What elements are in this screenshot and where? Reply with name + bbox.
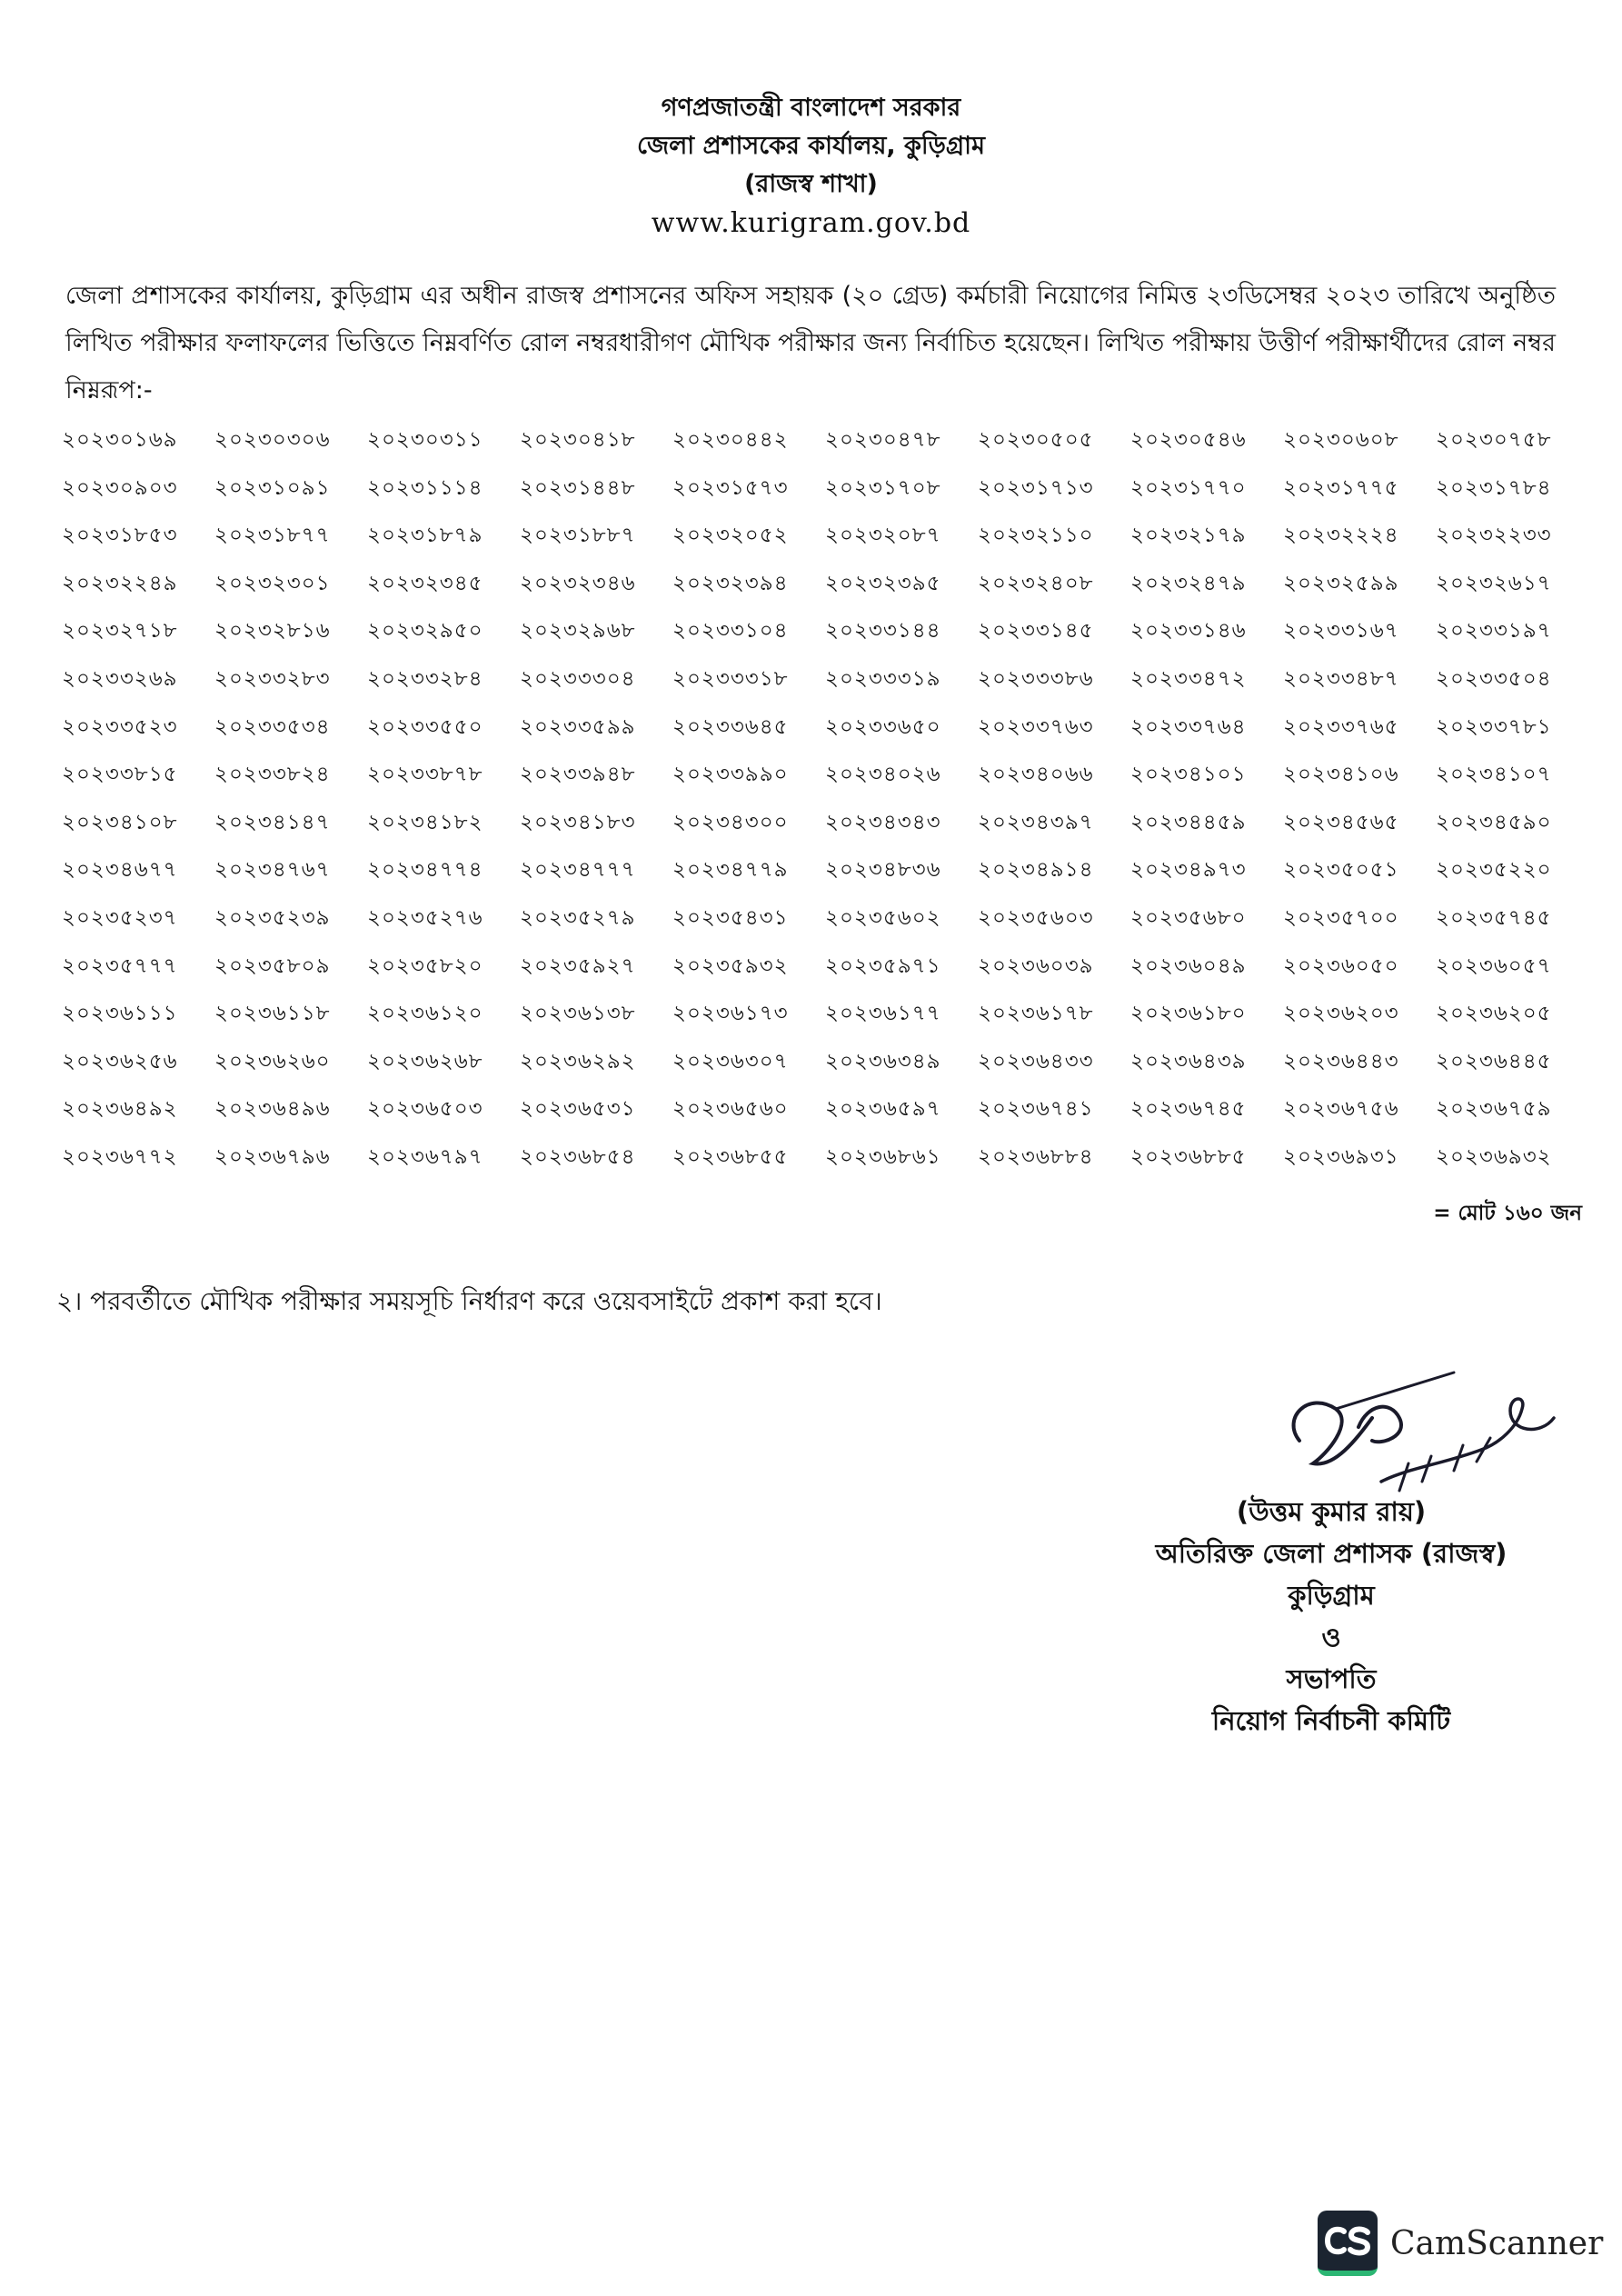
roll-number-cell: ২০২৩০৫০৫ xyxy=(978,428,1094,452)
roll-number-cell: ২০২৩১৭১৩ xyxy=(978,475,1094,500)
roll-number-cell: ২০২৩৬২৯২ xyxy=(520,1049,636,1073)
roll-number-cell: ২০২৩৫৯২৭ xyxy=(520,953,636,978)
roll-number-cell: ২০২৩৩৭৬৫ xyxy=(1283,714,1399,739)
roll-number-cell: ২০২৩৫৬০৩ xyxy=(978,905,1094,930)
roll-number-cell: ২০২৩৪৫৯০ xyxy=(1436,810,1552,834)
roll-number-cell: ২০২৩৬০৫৭ xyxy=(1436,953,1552,978)
roll-number-cell: ২০২৩৪৩৪৩ xyxy=(825,810,941,834)
roll-number-cell: ২০২৩৫২৭৯ xyxy=(520,905,636,930)
roll-number-cell: ২০২৩৬১১৮ xyxy=(214,1002,331,1026)
roll-number-cell: ২০২৩০৪৭৮ xyxy=(825,428,941,452)
roll-number-cell: ২০২৩৪৩০০ xyxy=(672,810,789,834)
roll-number-cell: ২০২৩৫৯৩২ xyxy=(672,953,789,978)
roll-number-cell: ২০২৩৩১৯৭ xyxy=(1436,619,1552,644)
roll-number-cell: ২০২৩৪০৬৬ xyxy=(978,763,1094,787)
roll-number-cell: ২০২৩৩৬৫০ xyxy=(825,714,941,739)
roll-number-cell: ২০২৩১১১৪ xyxy=(367,475,483,500)
roll-number-cell: ২০২৩৪১০৬ xyxy=(1283,763,1399,787)
roll-number-cell: ২০২৩৪১৮২ xyxy=(367,810,483,834)
roll-number-cell: ২০২৩৬৭৪৫ xyxy=(1130,1097,1247,1122)
roll-number-cell: ২০২৩৫২২০ xyxy=(1436,858,1552,883)
roll-number-cell: ২০২৩৬৭৪১ xyxy=(978,1097,1094,1122)
roll-number-cell: ২০২৩৩৫২৩ xyxy=(62,714,178,739)
roll-number-cell: ২০২৩৫২৩৯ xyxy=(214,905,331,930)
cs-logo-glyph xyxy=(1322,2222,1373,2259)
roll-number-cell: ২০২৩২৪০৮ xyxy=(978,571,1094,595)
roll-number-cell: ২০২৩৪৮৩৬ xyxy=(825,858,941,883)
schedule-note: ২। পরবর্তীতে মৌখিক পরীক্ষার সময়সূচি নির্ধারণ করে ওয়েবসাইটে প্রকাশ করা হবে। xyxy=(56,1286,882,1316)
roll-number-cell: ২০২৩৩৯৪৮ xyxy=(520,763,636,787)
roll-number-cell: ২০২৩০১৬৯ xyxy=(62,428,178,452)
government-title: গণপ্রজাতন্ত্রী বাংলাদেশ সরকার xyxy=(661,94,961,122)
roll-number-cell: ২০২৩৬৯৩১ xyxy=(1283,1144,1399,1169)
roll-number-cell: ২০২৩৫২৭৬ xyxy=(367,905,483,930)
roll-number-cell: ২০২৩০৬০৮ xyxy=(1283,428,1399,452)
roll-number-cell: ২০২৩৩৩০৪ xyxy=(520,666,636,691)
roll-number-cell: ২০২৩৩১৪৪ xyxy=(825,619,941,644)
roll-number-cell: ২০২৩০৪১৮ xyxy=(520,428,636,452)
roll-number-cell: ২০২৩০৯০৩ xyxy=(62,475,178,500)
roll-number-cell: ২০২৩৪১০৭ xyxy=(1436,763,1552,787)
roll-number-cell: ২০২৩৬৭৯৭ xyxy=(367,1144,483,1169)
office-name: জেলা প্রশাসকের কার্যালয়, কুড়িগ্রাম xyxy=(637,132,985,160)
letterhead xyxy=(0,89,1622,244)
roll-number-cell: ২০২৩৩৭৬৪ xyxy=(1130,714,1247,739)
roll-number-cell: ২০২৩২২৪৯ xyxy=(62,571,178,595)
roll-number-cell: ২০২৩৬২০৫ xyxy=(1436,1002,1552,1026)
roll-number-cell: ২০২৩১৭৮৪ xyxy=(1436,475,1552,500)
roll-number-cell: ২০২৩২৫৯৯ xyxy=(1283,571,1399,595)
notice-intro-paragraph: জেলা প্রশাসকের কার্যালয়, কুড়িগ্রাম এর অধীন রাজস্ব প্রশাসনের অফিস সহায়ক (২০ গ্রেড) কর্মচারী নিয়োগের নিমিত্ত ২৩ডিসেম্বর ২০২৩ তারিখে অনুষ্ঠিত লিখিত পরীক্ষার ফলাফলের ভিত্তিতে নিম্নবর্ণিত রোল নম্বরধারীগণ মৌখিক পরীক্ষার জন্য নির্বাচিত হয়েছেন। লিখিত পরীক্ষায় উত্তীর্ণ পরীক্ষার্থীদের রোল নম্বর নিম্নরূপ:- xyxy=(65,282,1556,404)
roll-number-cell: ২০২৩৪৩৯৭ xyxy=(978,810,1094,834)
roll-number-cell: ২০২৩০৩১১ xyxy=(367,428,483,452)
branch-name: (রাজস্ব শাখা) xyxy=(744,170,878,198)
roll-number-cell: ২০২৩৫৭৪৫ xyxy=(1436,905,1552,930)
roll-number-cell: ২০২৩৬১২০ xyxy=(367,1002,483,1026)
roll-number-cell: ২০২৩৪৭৭৯ xyxy=(672,858,789,883)
roll-number-cell: ২০২৩২১৭৯ xyxy=(1130,524,1247,548)
signatory-committee: নিয়োগ নির্বাচনী কমিটি xyxy=(1211,1705,1451,1736)
roll-number-cell: ২০২৩৬০৪৯ xyxy=(1130,953,1247,978)
roll-number-cell: ২০২৩৪১৮৩ xyxy=(520,810,636,834)
roll-number-cell: ২০২৩২৮১৬ xyxy=(214,619,331,644)
roll-number-cell: ২০২৩৪৭৭৭ xyxy=(520,858,636,883)
roll-number-cell: ২০২৩২০৮৭ xyxy=(825,524,941,548)
roll-number-cell: ২০২৩৬৪৪৫ xyxy=(1436,1049,1552,1073)
roll-number-cell: ২০২৩৩২৮৩ xyxy=(214,666,331,691)
roll-number-cell: ২০২৩৩৩৮৬ xyxy=(978,666,1094,691)
roll-number-cell: ২০২৩৩৯৯০ xyxy=(672,763,789,787)
roll-number-cell: ২০২৩৩১৬৭ xyxy=(1283,619,1399,644)
roll-number-cell: ২০২৩২২২৪ xyxy=(1283,524,1399,548)
roll-number-cell: ২০২৩৬০৩৯ xyxy=(978,953,1094,978)
signatory-name: (উত্তম কুমার রায়) xyxy=(1236,1496,1427,1527)
roll-number-cell: ২০২৩৪১০৮ xyxy=(62,810,178,834)
roll-number-cell: ২০২৩১৮৭৯ xyxy=(367,524,483,548)
roll-number-cell: ২০২৩৬৭৯৬ xyxy=(214,1144,331,1169)
signatory-designation: অতিরিক্ত জেলা প্রশাসক (রাজস্ব) xyxy=(1155,1538,1508,1569)
signatory-block xyxy=(1127,1491,1536,1742)
roll-number-cell: ২০২৩৩২৬৯ xyxy=(62,666,178,691)
roll-number-cell: ২০২৩১০৯১ xyxy=(214,475,331,500)
roll-number-cell: ২০২৩০৫৪৬ xyxy=(1130,428,1247,452)
roll-number-cell: ২০২৩৪৬৭৭ xyxy=(62,858,178,883)
total-count: = মোট ১৬০ জন xyxy=(1433,1202,1582,1225)
roll-number-cell: ২০২৩২৯৫০ xyxy=(367,619,483,644)
roll-number-cell: ২০২৩৩৪৭২ xyxy=(1130,666,1247,691)
roll-number-cell: ২০২৩৫৬৮০ xyxy=(1130,905,1247,930)
roll-number-cell: ২০২৩৩১০৪ xyxy=(672,619,789,644)
roll-number-cell: ২০২৩৬৪৩৩ xyxy=(978,1049,1094,1073)
roll-number-cell: ২০২৩৩৮৭৮ xyxy=(367,763,483,787)
roll-number-cell: ২০২৩৬২৬০ xyxy=(214,1049,331,1073)
roll-number-cell: ২০২৩২০৫২ xyxy=(672,524,789,548)
camscanner-name: CamScanner xyxy=(1390,2224,1604,2262)
roll-number-cell: ২০২৩৩৫৯৯ xyxy=(520,714,636,739)
roll-number-cell: ২০২৩৪৪৫৯ xyxy=(1130,810,1247,834)
signatory-role: সভাপতি xyxy=(1286,1663,1377,1694)
roll-number-cell: ২০২৩৬৫০৩ xyxy=(367,1097,483,1122)
roll-number-cell: ২০২৩৫৮২০ xyxy=(367,953,483,978)
camscanner-watermark xyxy=(1318,2211,1603,2276)
roll-number-cell: ২০২৩৬৮৮৪ xyxy=(978,1144,1094,1169)
roll-number-cell: ২০২৩৬১৭৮ xyxy=(978,1002,1094,1026)
roll-number-table xyxy=(62,420,1588,1185)
roll-number-cell: ২০২৩২৪৭৯ xyxy=(1130,571,1247,595)
roll-number-cell: ২০২৩৩৪৮৭ xyxy=(1283,666,1399,691)
roll-number-cell: ২০২৩৬১১১ xyxy=(62,1002,178,1026)
roll-number-cell: ২০২৩৬৪৩৯ xyxy=(1130,1049,1247,1073)
roll-number-cell: ২০২৩১৮৭৭ xyxy=(214,524,331,548)
roll-number-cell: ২০২৩৩৭৮১ xyxy=(1436,714,1552,739)
roll-number-cell: ২০২৩২১১০ xyxy=(978,524,1094,548)
camscanner-logo-icon xyxy=(1318,2211,1378,2276)
roll-number-cell: ২০২৩৩১৪৬ xyxy=(1130,619,1247,644)
roll-number-cell: ২০২৩৩৭৬৩ xyxy=(978,714,1094,739)
roll-number-cell: ২০২৩১৮৮৭ xyxy=(520,524,636,548)
roll-number-cell: ২০২৩৬২৫৬ xyxy=(62,1049,178,1073)
roll-number-cell: ২০২৩৬৩৪৯ xyxy=(825,1049,941,1073)
roll-number-cell: ২০২৩৪৯১৪ xyxy=(978,858,1094,883)
roll-number-cell: ২০২৩৫০৫১ xyxy=(1283,858,1399,883)
roll-number-cell: ২০২৩৬১৩৮ xyxy=(520,1002,636,1026)
website-url: www.kurigram.gov.bd xyxy=(651,207,971,239)
roll-number-cell: ২০২৩৪১০১ xyxy=(1130,763,1247,787)
roll-number-cell: ২০২৩১৭৭০ xyxy=(1130,475,1247,500)
roll-number-cell: ২০২৩৫৪৩১ xyxy=(672,905,789,930)
roll-number-cell: ২০২৩৪১৪৭ xyxy=(214,810,331,834)
roll-number-cell: ২০২৩৩১৪৫ xyxy=(978,619,1094,644)
roll-number-cell: ২০২৩৩৫৫০ xyxy=(367,714,483,739)
roll-number-cell: ২০২৩৩৫০৪ xyxy=(1436,666,1552,691)
roll-number-cell: ২০২৩৬৯৩২ xyxy=(1436,1144,1552,1169)
roll-number-cell: ২০২৩৪৭৬৭ xyxy=(214,858,331,883)
roll-number-cell: ২০২৩৬২০৩ xyxy=(1283,1002,1399,1026)
roll-number-cell: ২০২৩৩৫৩৪ xyxy=(214,714,331,739)
roll-number-cell: ২০২৩০৩০৬ xyxy=(214,428,331,452)
roll-number-cell: ২০২৩৬০৫০ xyxy=(1283,953,1399,978)
roll-number-cell: ২০২৩১৮৫৩ xyxy=(62,524,178,548)
roll-number-cell: ২০২৩৫৮০৯ xyxy=(214,953,331,978)
roll-number-cell: ২০২৩৫৯৭১ xyxy=(825,953,941,978)
roll-number-cell: ২০২৩৪০২৬ xyxy=(825,763,941,787)
roll-number-cell: ২০২৩৩২৮৪ xyxy=(367,666,483,691)
roll-number-cell: ২০২৩৩৮১৫ xyxy=(62,763,178,787)
roll-number-cell: ২০২৩১৪৪৮ xyxy=(520,475,636,500)
roll-number-cell: ২০২৩১৭০৮ xyxy=(825,475,941,500)
roll-number-cell: ২০২৩৬৩০৭ xyxy=(672,1049,789,1073)
roll-number-cell: ২০২৩৬৫৯৭ xyxy=(825,1097,941,1122)
roll-number-cell: ২০২৩৬১৭৭ xyxy=(825,1002,941,1026)
roll-number-cell: ২০২৩৩৬৪৫ xyxy=(672,714,789,739)
roll-number-cell: ২০২৩৫৬০২ xyxy=(825,905,941,930)
roll-number-cell: ২০২৩৬৮৫৪ xyxy=(520,1144,636,1169)
signatory-conjunction: ও xyxy=(1321,1622,1341,1652)
roll-number-cell: ২০২৩৫৭৭৭ xyxy=(62,953,178,978)
roll-number-cell: ২০২৩২২৩৩ xyxy=(1436,524,1552,548)
roll-number-cell: ২০২৩৬৭৫৬ xyxy=(1283,1097,1399,1122)
roll-number-cell: ২০২৩৬৪৯২ xyxy=(62,1097,178,1122)
roll-number-cell: ২০২৩৬৮৫৫ xyxy=(672,1144,789,1169)
roll-number-cell: ২০২৩৬৮৮৫ xyxy=(1130,1144,1247,1169)
roll-number-cell: ২০২৩২৭১৮ xyxy=(62,619,178,644)
roll-number-cell: ২০২৩৫৭০০ xyxy=(1283,905,1399,930)
roll-number-cell: ২০২৩২৩৯৪ xyxy=(672,571,789,595)
roll-number-cell: ২০২৩৪৫৬৫ xyxy=(1283,810,1399,834)
roll-number-cell: ২০২৩৪৯৭৩ xyxy=(1130,858,1247,883)
roll-number-cell: ২০২৩২৩৪৫ xyxy=(367,571,483,595)
roll-number-cell: ২০২৩৬২৬৮ xyxy=(367,1049,483,1073)
roll-number-cell: ২০২৩৩৩১৮ xyxy=(672,666,789,691)
roll-number-cell: ২০২৩২৩৯৫ xyxy=(825,571,941,595)
roll-number-cell: ২০২৩৬৮৬১ xyxy=(825,1144,941,1169)
roll-number-cell: ২০২৩৬৫৬০ xyxy=(672,1097,789,1122)
roll-number-cell: ২০২৩৬১৭৩ xyxy=(672,1002,789,1026)
roll-number-cell: ২০২৩৫২৩৭ xyxy=(62,905,178,930)
roll-number-cell: ২০২৩২৩০১ xyxy=(214,571,331,595)
roll-number-cell: ২০২৩০৭৫৮ xyxy=(1436,428,1552,452)
roll-number-cell: ২০২৩৬৭৭২ xyxy=(62,1144,178,1169)
roll-number-cell: ২০২৩১৫৭৩ xyxy=(672,475,789,500)
roll-number-cell: ২০২৩৬৪৪৩ xyxy=(1283,1049,1399,1073)
roll-number-cell: ২০২৩৩৮২৪ xyxy=(214,763,331,787)
roll-number-cell: ২০২৩২৬১৭ xyxy=(1436,571,1552,595)
roll-number-cell: ২০২৩৬৫৩১ xyxy=(520,1097,636,1122)
roll-number-cell: ২০২৩৬১৮০ xyxy=(1130,1002,1247,1026)
roll-number-cell: ২০২৩৬৭৫৯ xyxy=(1436,1097,1552,1122)
roll-number-cell: ২০২৩৩৩১৯ xyxy=(825,666,941,691)
roll-number-cell: ২০২৩৬৪৯৬ xyxy=(214,1097,331,1122)
roll-number-cell: ২০২৩২৯৬৮ xyxy=(520,619,636,644)
roll-number-cell: ২০২৩২৩৪৬ xyxy=(520,571,636,595)
roll-number-cell: ২০২৩৪৭৭৪ xyxy=(367,858,483,883)
roll-number-cell: ২০২৩১৭৭৫ xyxy=(1283,475,1399,500)
signatory-location: কুড়িগ্রাম xyxy=(1288,1580,1375,1611)
roll-number-cell: ২০২৩০৪৪২ xyxy=(672,428,789,452)
